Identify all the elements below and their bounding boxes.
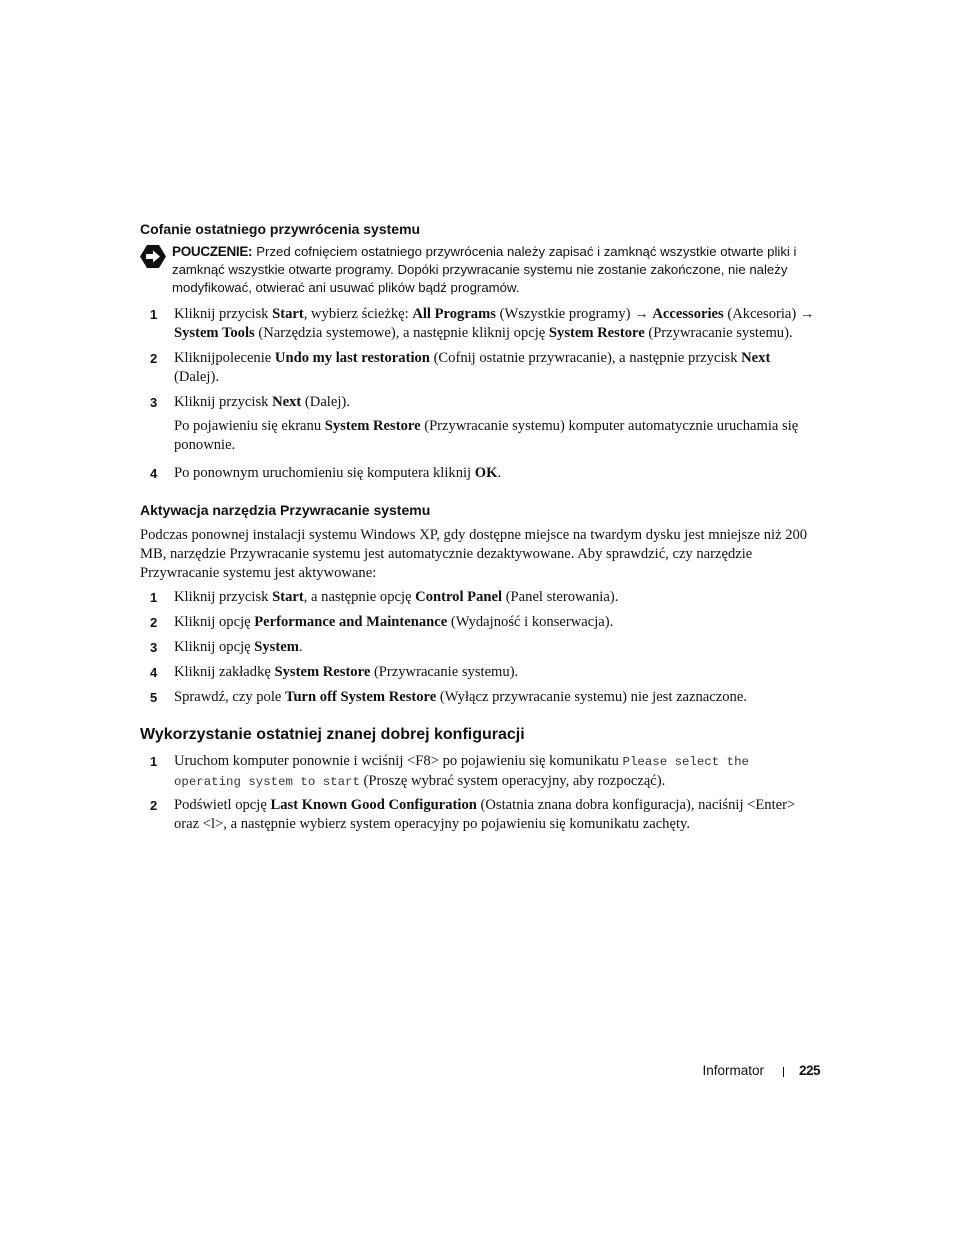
ui-term: Next [741, 350, 771, 366]
section-intro: Podczas ponownej instalacji systemu Windows XP, gdy dostępne miejsce na twardym dysku jest mniejsze niż 200 MB, narzędzie Przywracanie systemu jest automatycznie dezaktywowane. Aby sprawdzić, czy narzędzie Przywracanie systemu jest aktywowane: [140, 527, 808, 581]
list-item [140, 752, 816, 792]
list-item [140, 613, 816, 632]
note-text-part: (Przywracanie systemu) komputer automatycznie uruchamia się ponownie. [174, 418, 799, 453]
step-text-part: Kliknij zakładkę [174, 664, 275, 680]
notice-text: Przed cofnięciem ostatniego przywrócenia należy zapisać i zamknąć wszystkie otwarte pliki i zamknąć wszystkie otwarte programy. Dopóki przywracanie systemu nie zostanie zakończone, nie należy modyfikować, otwierać ani usuwać plików bądź programów. [172, 244, 797, 295]
step-text-part: (Panel sterowania). [502, 589, 619, 605]
step-text-part: Sprawdź, czy pole [174, 689, 286, 705]
page-number: 225 [798, 1063, 820, 1078]
step-text [174, 752, 816, 792]
footer-label: Informator [702, 1063, 764, 1078]
step-text-part: Podświetl opcję [174, 797, 271, 813]
step-text [174, 305, 816, 343]
system-message: Please select the operating system to start [174, 755, 749, 789]
step-text-part: (Proszę wybrać system operacyjny, aby rozpocząć). [359, 773, 666, 789]
step-text-part: (Dalej). [301, 394, 350, 410]
step-text [174, 613, 816, 632]
step-text-part: Kliknij opcję [174, 639, 255, 655]
step-note [174, 417, 816, 455]
list-item [140, 638, 816, 657]
step-text-part: (Dalej). [174, 369, 219, 385]
step-text-part: Po ponownym uruchomieniu się komputera kliknij [174, 465, 475, 481]
step-number: 1 [150, 590, 157, 605]
step-text-part: Kliknij opcję [174, 614, 255, 630]
ui-term: System Restore [274, 664, 371, 680]
step-text [174, 638, 816, 657]
step-text-part: (Wydajność i konserwacja). [447, 614, 614, 630]
step-number: 2 [150, 615, 157, 630]
ui-term: All Programs [412, 306, 496, 322]
ui-term: Last Known Good Configuration [270, 797, 477, 813]
step-text-part: (Narzędzia systemowe), a następnie kliknij opcję [254, 325, 549, 341]
step-text-part: (Wyłącz przywracanie systemu) nie jest zaznaczone. [436, 689, 747, 705]
list-item [140, 464, 816, 483]
step-number: 4 [150, 665, 157, 680]
step-number: 1 [150, 754, 157, 769]
step-text-part: Uruchom komputer ponownie i wciśnij <F8> po pojawieniu się komunikatu [174, 753, 623, 769]
list-item [140, 688, 816, 707]
list-item [140, 663, 816, 682]
section-heading-undo-restore: Cofanie ostatniego przywrócenia systemu [140, 221, 421, 237]
notice-text-wrap [140, 243, 816, 297]
ui-term: System [254, 639, 299, 655]
notice-block [140, 243, 816, 297]
ui-term: System Tools [174, 325, 255, 341]
ui-term: System Restore [324, 418, 421, 434]
ui-term: Start [272, 589, 304, 605]
notice-label: POUCZENIE: [172, 244, 253, 259]
step-text-part: (Wszystkie programy) → [495, 306, 653, 322]
list-item [140, 349, 816, 387]
step-number: 5 [150, 690, 157, 705]
step-number: 4 [150, 466, 157, 481]
step-number: 2 [150, 798, 157, 813]
step-text [174, 796, 816, 834]
note-text-part: Po pojawieniu się ekranu [174, 418, 325, 434]
step-number: 2 [150, 351, 157, 366]
footer-separator [783, 1067, 784, 1077]
step-text-part: (Przywracanie systemu). [370, 664, 519, 680]
step-text-part: (Cofnij ostatnie przywracanie), a następnie przycisk [429, 350, 742, 366]
step-text-part: Kliknij przycisk [174, 394, 273, 410]
document-page [140, 0, 820, 1235]
list-item [140, 796, 816, 834]
step-text-part: . [497, 465, 502, 481]
ui-term: Performance and Maintenance [254, 614, 448, 630]
step-text [174, 688, 816, 707]
step-text [174, 464, 816, 483]
step-number: 3 [150, 395, 157, 410]
step-text-part: (Ostatnia znana dobra konfiguracja), naciśnij <Enter> oraz <l>, a następnie wybierz system operacyjny po pojawieniu się komunikatu zachęty. [174, 797, 796, 832]
step-text-part: , a następnie opcję [303, 589, 416, 605]
ui-term: Next [272, 394, 302, 410]
step-number: 3 [150, 640, 157, 655]
step-text-part: (Przywracanie systemu). [644, 325, 793, 341]
step-text [174, 393, 816, 412]
step-text [174, 349, 816, 387]
list-item [140, 588, 816, 607]
step-text-part: . [298, 639, 303, 655]
step-text-part: Kliknij przycisk [174, 306, 273, 322]
step-number: 1 [150, 307, 157, 322]
ui-term: Control Panel [415, 589, 503, 605]
ui-term: System Restore [548, 325, 645, 341]
ui-term: Start [272, 306, 304, 322]
section-heading-activate-restore: Aktywacja narzędzia Przywracanie systemu [140, 502, 431, 518]
step-text [174, 588, 816, 607]
step-text [174, 663, 816, 682]
list-item [140, 305, 816, 343]
page-footer [140, 1061, 820, 1081]
step-text-part: Kliknijpolecenie [174, 350, 275, 366]
step-text-part: Kliknij przycisk [174, 589, 273, 605]
step-text-part: (Akcesoria) → [723, 306, 815, 322]
list-item [140, 393, 816, 412]
ui-term: Turn off System Restore [285, 689, 437, 705]
notice-arrow-icon [140, 245, 166, 268]
ui-term: OK [474, 465, 498, 481]
section-heading-last-known-good: Wykorzystanie ostatniej znanej dobrej konfiguracji [140, 726, 525, 743]
ui-term: Accessories [652, 306, 724, 322]
step-text-part: , wybierz ścieżkę: [303, 306, 413, 322]
ui-term: Undo my last restoration [274, 350, 430, 366]
